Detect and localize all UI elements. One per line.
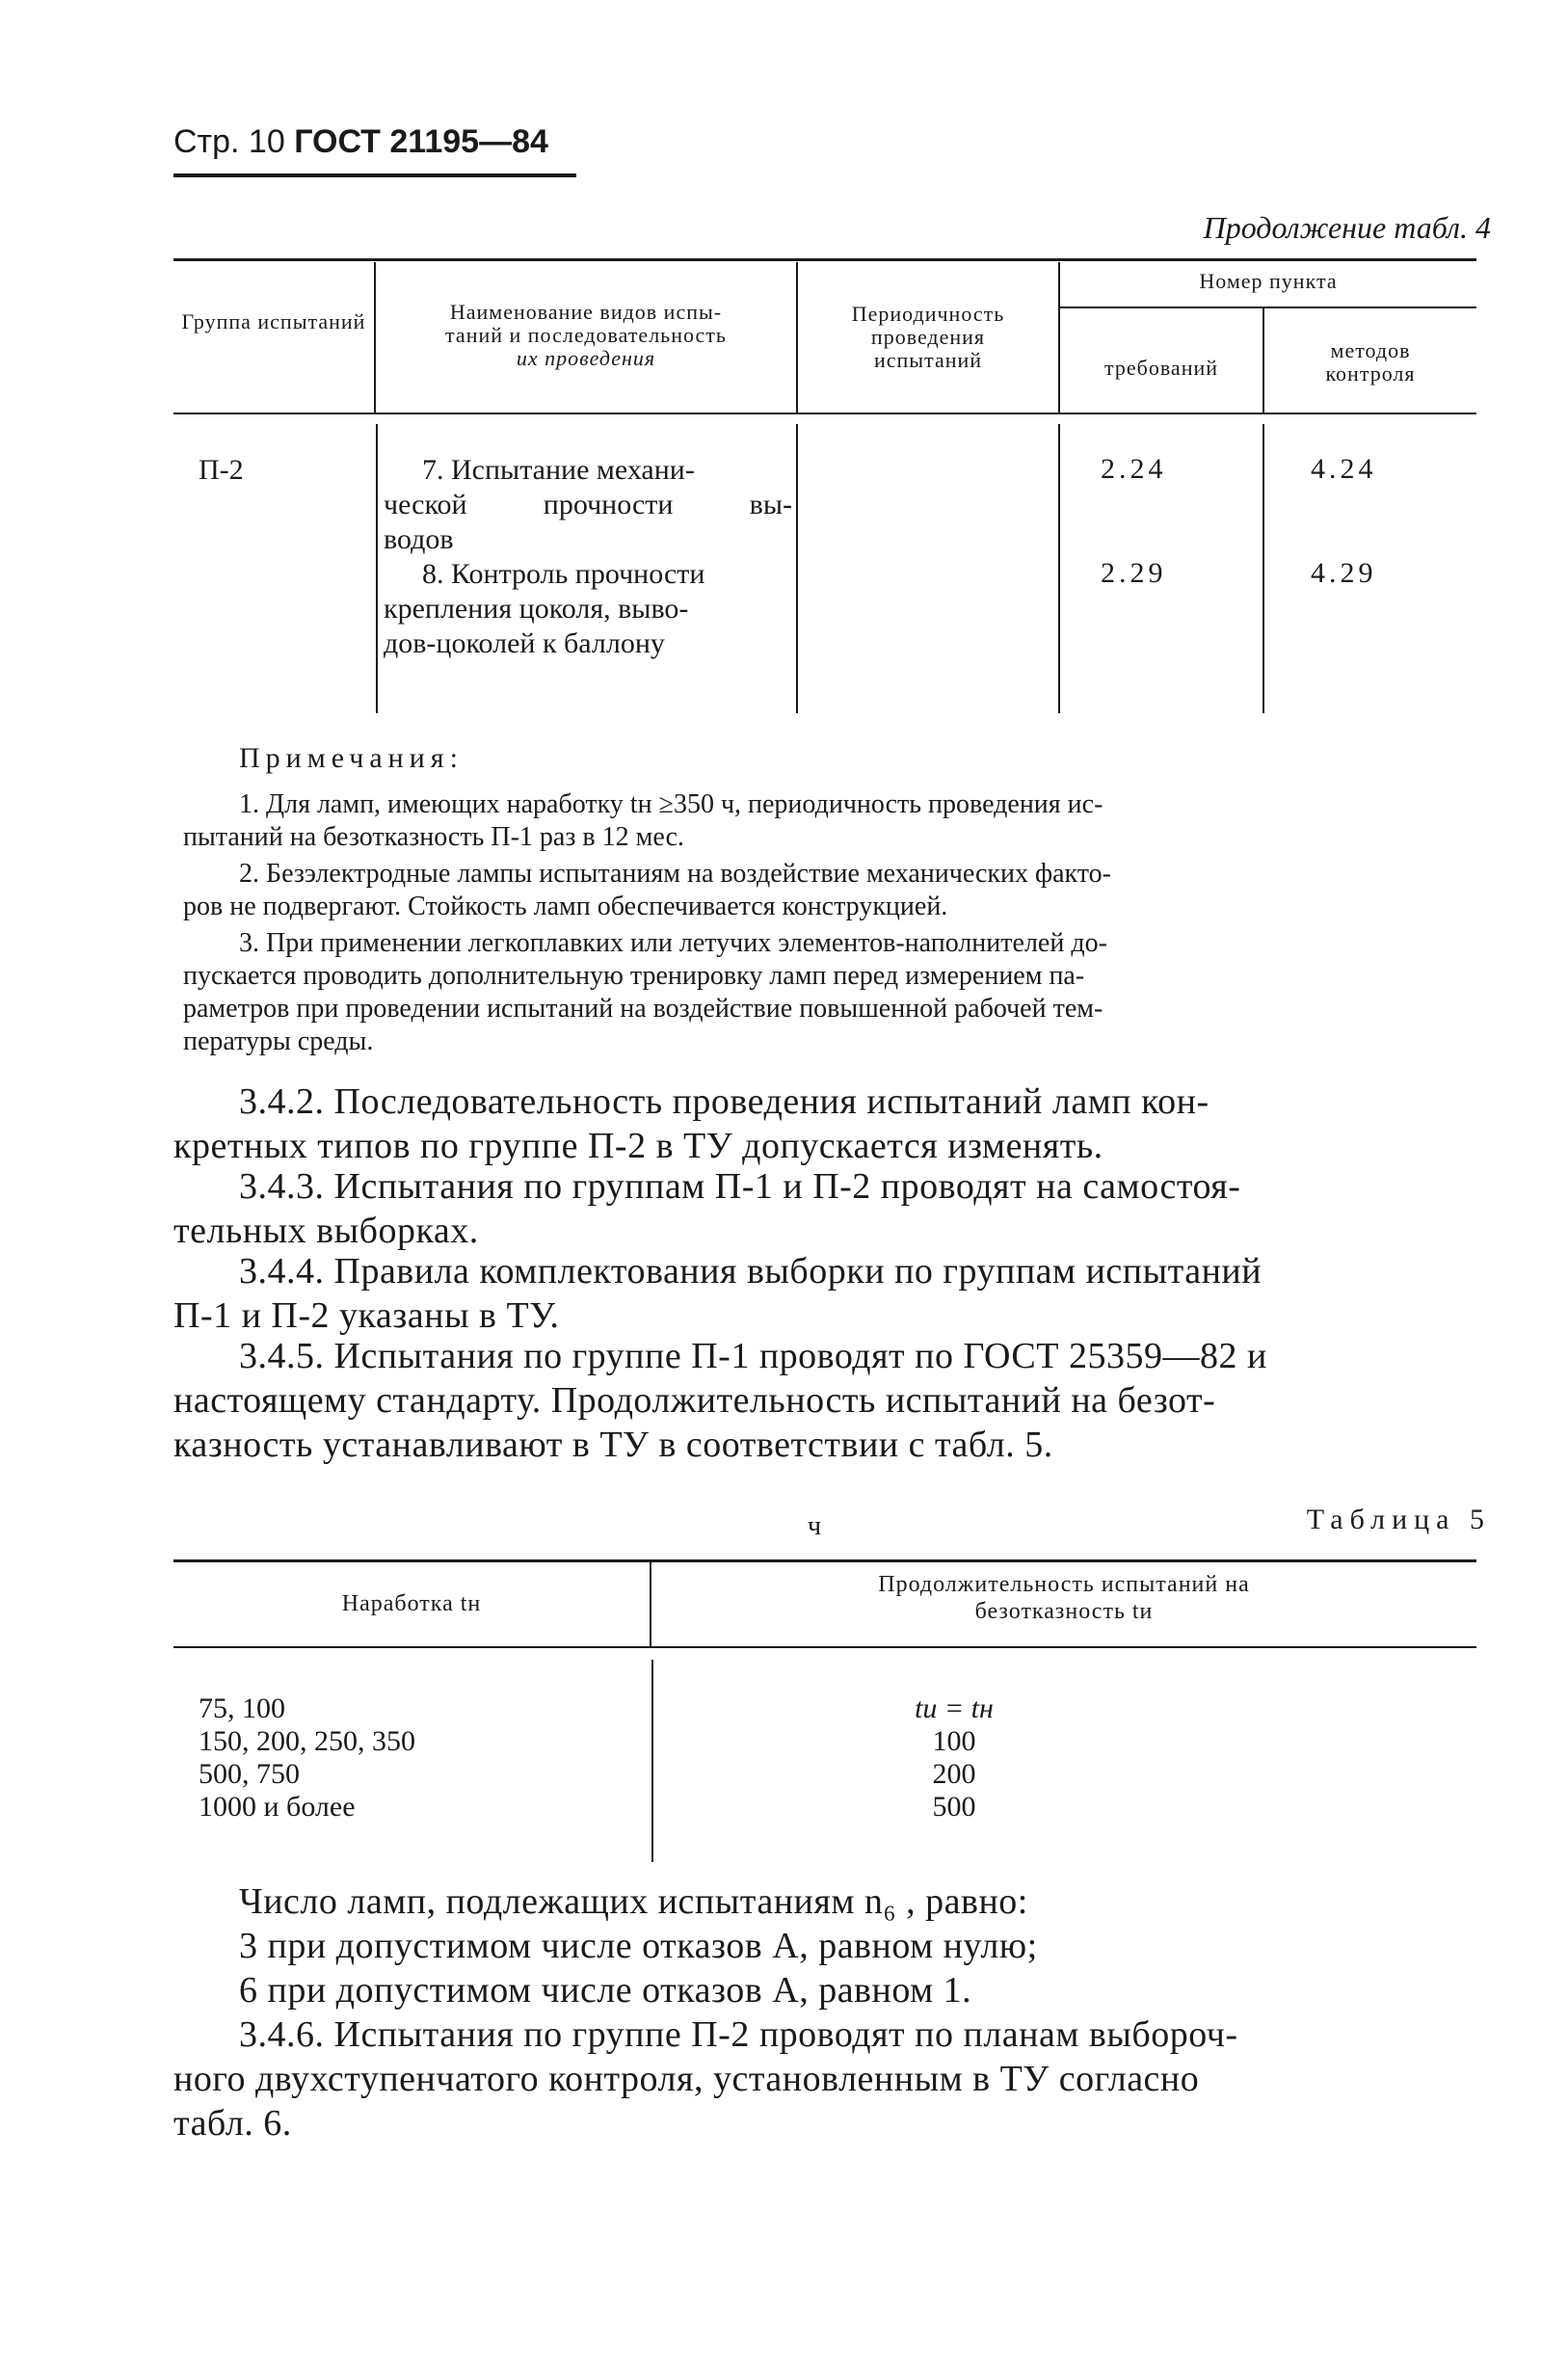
table-cell: 500 <box>932 1791 976 1823</box>
table4-top-rule <box>173 258 1476 261</box>
lamps-count-line: Число ламп, подлежащих испытаниям n₆ , равно: <box>239 1881 1028 1922</box>
col-methods: методов контроля <box>1325 338 1416 386</box>
row-group: П-2 <box>199 454 244 486</box>
col-runtime: Наработка tн <box>341 1591 482 1616</box>
para-3-4-3: 3.4.3. Испытания по группам П-1 и П-2 проводят на самостоя- тельных выборках. <box>173 1166 1241 1251</box>
notes-title: Примечания: <box>239 742 464 774</box>
page-number: Стр. 10 <box>173 123 285 160</box>
lamps-count-case-1: 6 при допустимом числе отказов A, равном 1. <box>239 1970 972 2011</box>
table-row: 500, 750 <box>199 1758 300 1790</box>
para-3-4-4: 3.4.4. Правила комплектования выборки по группам испытаний П-1 и П-2 указаны в ТУ. <box>173 1251 1262 1336</box>
note-2: 2. Безэлектродные лампы испытаниям на воздействие механических факто- ров не подвергают. Стойкость ламп обеспечивается конструкцией. <box>183 859 1111 921</box>
col-period: Периодичность проведения испытаний <box>851 302 1005 372</box>
col-name: Наименование видов испы- таний и последовательность их проведения <box>445 300 727 370</box>
table-cell: 200 <box>932 1758 976 1790</box>
table5-title: Таблица 5 <box>1306 1504 1491 1535</box>
note-3: 3. При применении легкоплавких или летучих элементов-наполнителей до- пускается проводить дополнительную тренировку ламп перед измерением па- раметров при проведении испытаний на воздействие повышенной рабочей тем- пературы среды. <box>183 928 1107 1056</box>
test8-requirements: 2.29 <box>1101 557 1167 589</box>
col-test-duration: Продолжительность испытаний на безотказность tи <box>878 1572 1250 1624</box>
test7: 7. Испытание механи- ческой прочности вы- водов <box>384 454 792 555</box>
col-group: Группа испытаний <box>181 309 366 333</box>
test7-methods: 4.24 <box>1311 453 1377 485</box>
table-cell: tи = tн <box>915 1692 994 1724</box>
test7-requirements: 2.24 <box>1101 453 1167 485</box>
table-row: 1000 и более <box>199 1791 356 1823</box>
table-cell: 100 <box>932 1725 976 1757</box>
standard-code: ГОСТ 21195—84 <box>294 123 548 160</box>
para-3-4-5: 3.4.5. Испытания по группе П-1 проводят по ГОСТ 25359—82 и настоящему стандарту. Продолжительность испытаний на безот- казность устанавливают в ТУ в соответствии с табл. 5. <box>173 1336 1267 1465</box>
lamps-count-case-0: 3 при допустимом числе отказов A, равном нулю; <box>239 1926 1038 1966</box>
table-row: 75, 100 <box>199 1692 285 1724</box>
para-3-4-6: 3.4.6. Испытания по группе П-2 проводят по планам выбороч- ного двухступенчатого контроля, установленным в ТУ согласно табл. 6. <box>173 2014 1238 2144</box>
col-point-number: Номер пункта <box>1199 269 1338 293</box>
table-row: 150, 200, 250, 350 <box>199 1725 415 1757</box>
page-header <box>173 123 548 161</box>
test8: 8. Контроль прочности крепления цоколя, выво- дов-цоколей к баллону <box>384 558 705 659</box>
header-rule <box>173 173 576 177</box>
table4-subheader-rule <box>1060 306 1476 308</box>
table4-header-rule <box>173 413 1476 414</box>
test8-methods: 4.29 <box>1311 557 1377 589</box>
table5-unit: ч <box>808 1511 822 1541</box>
table4-continuation: Продолжение табл. 4 <box>1203 210 1491 245</box>
col-requirements: требований <box>1103 356 1219 380</box>
para-3-4-2: 3.4.2. Последовательность проведения испытаний ламп кон- кретных типов по группе П-2 в ТУ допускается изменять. <box>173 1081 1209 1166</box>
note-1: 1. Для ламп, имеющих наработку tн ≥350 ч, периодичность проведения ис- пытаний на безотказность П-1 раз в 12 мес. <box>183 789 1103 852</box>
